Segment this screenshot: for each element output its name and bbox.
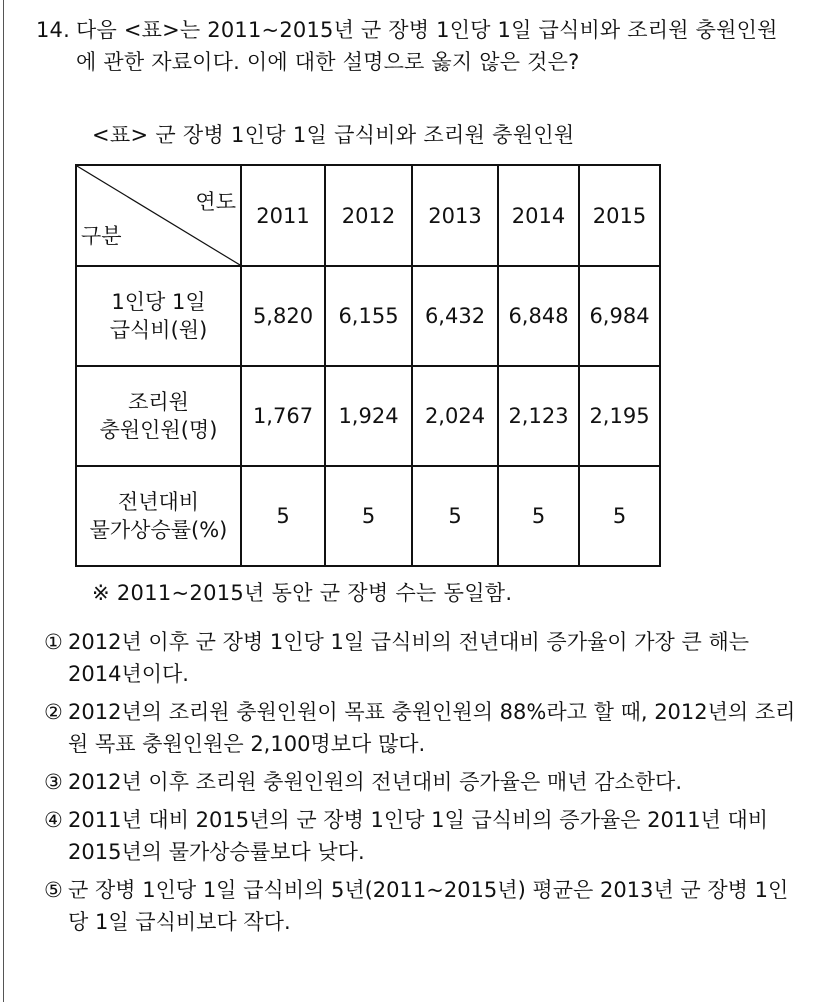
- row-label: [76, 366, 241, 466]
- corner-header-cell: [76, 165, 241, 266]
- option-text: 2011년 대비 2015년의 군 장병 1인당 1일 급식비의 증가율은 2011년 대비 2015년의 물가상승률보다 낮다.: [68, 808, 769, 864]
- question-text: 다음 <표>는 2011~2015년 군 장병 1인당 1일 급식비와 조리원 충원인원에 관한 자료이다. 이에 대한 설명으로 옳지 않은 것은?: [76, 18, 778, 74]
- answer-options: [44, 626, 804, 944]
- table-note: ※ 2011~2015년 동안 군 장병 수는 동일함.: [92, 581, 513, 605]
- table-cell: 1,924: [325, 366, 412, 466]
- option-number-marker: ④: [44, 808, 63, 832]
- table-cell: 2,195: [579, 366, 660, 466]
- table-cell: 5,820: [241, 266, 325, 366]
- question-number: 14.: [36, 18, 70, 42]
- question-block: [36, 14, 796, 78]
- row-label-line: 전년대비: [117, 490, 200, 514]
- table-cell: 1,767: [241, 366, 325, 466]
- answer-option-1[interactable]: [44, 626, 804, 690]
- table-cell: 6,984: [579, 266, 660, 366]
- table-cell: 6,432: [412, 266, 498, 366]
- table-cell: 5: [498, 466, 579, 566]
- table-cell: 5: [579, 466, 660, 566]
- header-year-label: 연도: [195, 190, 236, 214]
- year-header: 2011: [241, 165, 325, 266]
- table-cell: 6,155: [325, 266, 412, 366]
- row-label-line: 물가상승률(%): [89, 518, 228, 542]
- table-cell: 2,123: [498, 366, 579, 466]
- table-row-inflation: [76, 466, 660, 566]
- table-cell: 5: [325, 466, 412, 566]
- answer-option-4[interactable]: [44, 804, 804, 868]
- year-header: 2014: [498, 165, 579, 266]
- data-table: [75, 164, 661, 567]
- table-title: <표> 군 장병 1인당 1일 급식비와 조리원 충원인원: [92, 123, 575, 147]
- option-number-marker: ①: [44, 630, 63, 654]
- page-left-border: [3, 0, 4, 1002]
- table-cell: 5: [241, 466, 325, 566]
- option-text: 2012년 이후 군 장병 1인당 1일 급식비의 전년대비 증가율이 가장 큰 해는 2014년이다.: [68, 630, 750, 686]
- table-cell: 6,848: [498, 266, 579, 366]
- year-header: 2015: [579, 165, 660, 266]
- table-cell: 5: [412, 466, 498, 566]
- table-header-row: [76, 165, 660, 266]
- table-cell: 2,024: [412, 366, 498, 466]
- row-label-line: 급식비(원): [109, 318, 208, 342]
- row-label: [76, 466, 241, 566]
- option-number-marker: ②: [44, 700, 63, 724]
- header-category-label: 구분: [81, 224, 122, 248]
- answer-option-3[interactable]: [44, 766, 804, 798]
- option-text: 군 장병 1인당 1일 급식비의 5년(2011~2015년) 평균은 2013년 군 장병 1인당 1일 급식비보다 작다.: [68, 878, 789, 934]
- row-label-line: 조리원: [128, 390, 189, 414]
- table-row-cook-staffing: [76, 366, 660, 466]
- answer-option-2[interactable]: [44, 696, 804, 760]
- row-label-line: 충원인원(명): [99, 418, 218, 442]
- option-text: 2012년의 조리원 충원인원이 목표 충원인원의 88%라고 할 때, 2012년의 조리원 목표 충원인원은 2,100명보다 많다.: [68, 700, 796, 756]
- option-number-marker: ③: [44, 770, 63, 794]
- option-number-marker: ⑤: [44, 878, 63, 902]
- row-label: [76, 266, 241, 366]
- option-text: 2012년 이후 조리원 충원인원의 전년대비 증가율은 매년 감소한다.: [68, 770, 682, 794]
- year-header: 2013: [412, 165, 498, 266]
- answer-option-5[interactable]: [44, 874, 804, 938]
- year-header: 2012: [325, 165, 412, 266]
- table-row-meal-cost: [76, 266, 660, 366]
- row-label-line: 1인당 1일: [111, 290, 206, 314]
